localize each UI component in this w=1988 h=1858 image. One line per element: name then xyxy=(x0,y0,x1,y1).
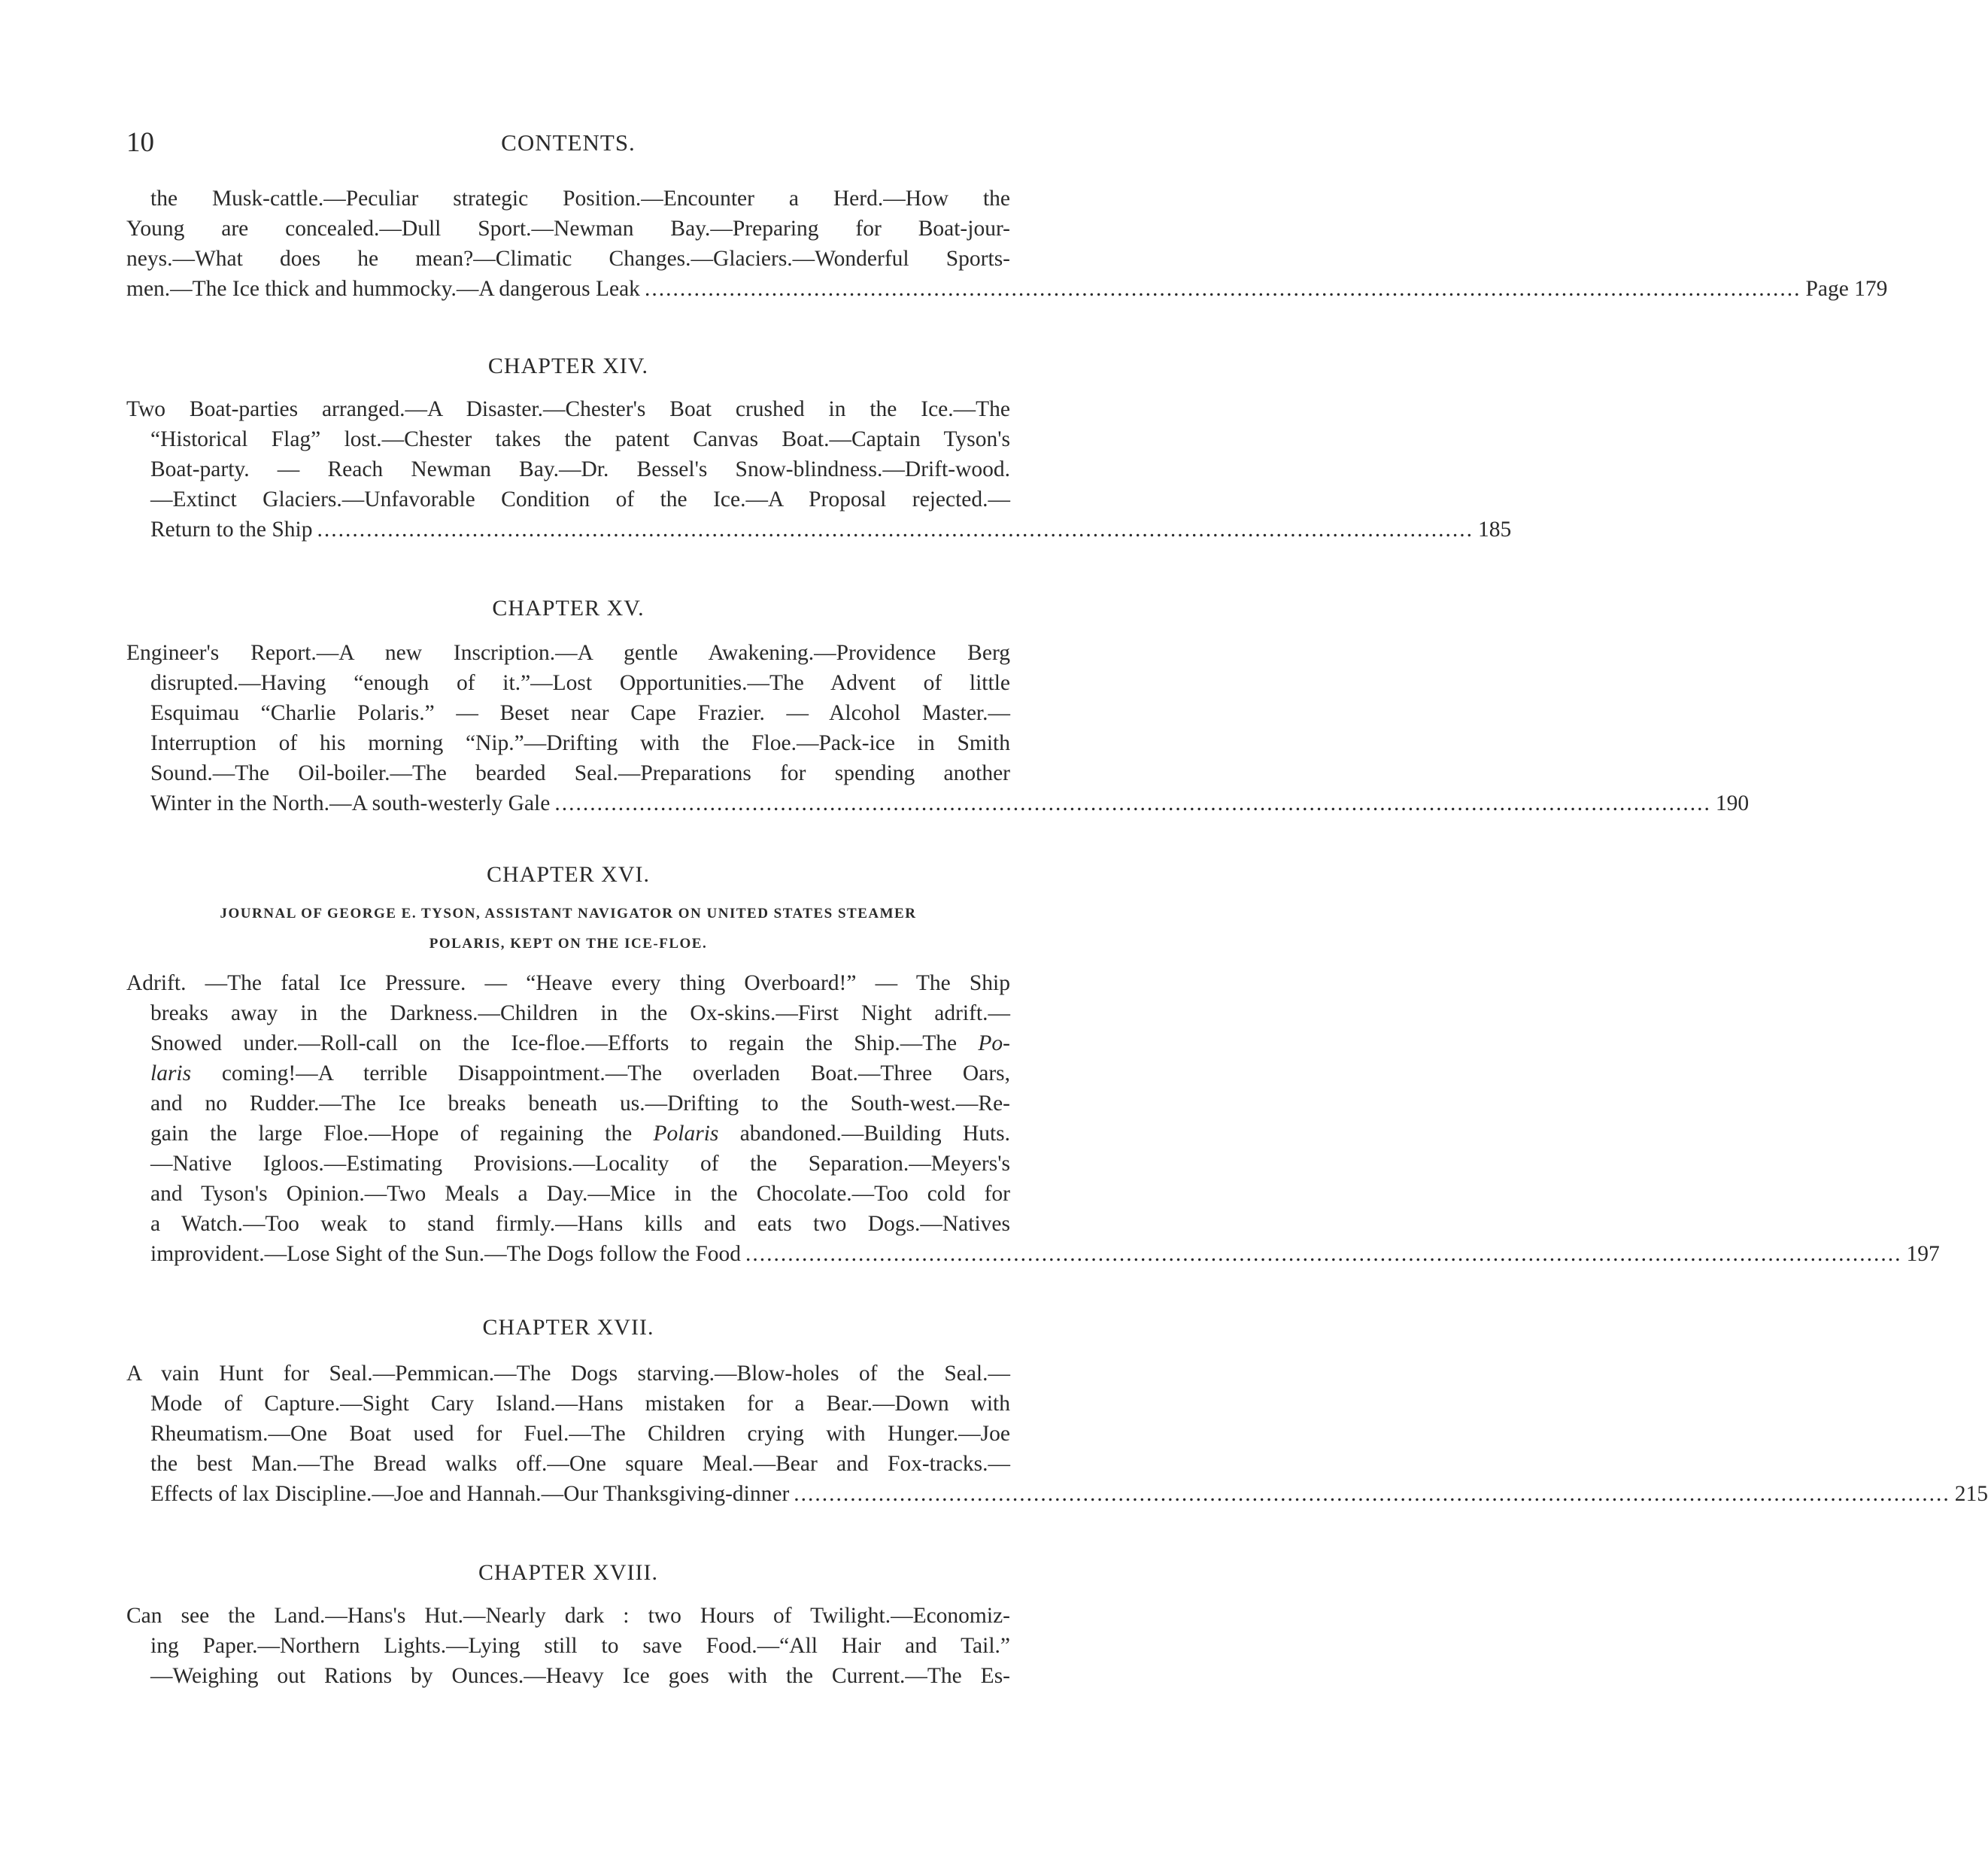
chapter-heading: CHAPTER XVI. xyxy=(486,862,650,887)
entry-line: the best Man.—The Bread walks off.—One square Meal.—Bear and Fox-tracks.— xyxy=(150,1452,1010,1476)
italic-text: Po- xyxy=(978,1031,1010,1055)
entry-text: Snowed under.—Roll-call on the Ice-floe.—Efforts to regain the Ship.—The xyxy=(150,1031,958,1055)
entry-line: —Native Igloos.—Estimating Provisions.—Locality of the Separation.—Meyers's xyxy=(150,1152,1010,1176)
entry-line: “Historical Flag” lost.—Chester takes the patent Canvas Boat.—Captain Tyson's xyxy=(150,427,1010,451)
entry-text: gain the large Floe.—Hope of regaining the xyxy=(150,1122,633,1146)
leader-dots: .................................................................................................................................................................... xyxy=(644,277,1801,301)
entry-line: disrupted.—Having “enough of it.”—Lost Opportunities.—The Advent of little xyxy=(150,671,1010,695)
chapter-heading: CHAPTER XVIII. xyxy=(478,1560,658,1585)
entry-line: A vain Hunt for Seal.—Pemmican.—The Dogs starving.—Blow-holes of the Seal.— xyxy=(126,1362,1010,1386)
page-reference: 190 xyxy=(1715,791,1750,815)
chapter-subtitle xyxy=(126,899,1010,959)
entry-line: ing Paper.—Northern Lights.—Lying still to save Food.—“All Hair and Tail.” xyxy=(150,1634,1010,1658)
leader-dots: .................................................................................................................................................................... xyxy=(794,1482,1950,1506)
chapter-heading: CHAPTER XVII. xyxy=(482,1315,654,1340)
page-number: 10 xyxy=(126,127,154,158)
chapter-entry xyxy=(126,1601,1010,1691)
entry-text: men.—The Ice thick and hummocky.—A dangerous Leak xyxy=(126,277,640,301)
running-title: CONTENTS. xyxy=(501,129,636,156)
leader-dots: .................................................................................................................................................................... xyxy=(745,1242,1902,1266)
chapter-entry xyxy=(126,1359,1988,1509)
entry-text: improvident.—Lose Sight of the Sun.—The Dogs follow the Food xyxy=(150,1242,741,1266)
entry-line: Engineer's Report.—A new Inscription.—A gentle Awakening.—Providence Berg xyxy=(126,641,1010,665)
chapter-entry xyxy=(126,394,1512,545)
entry-line: —Extinct Glaciers.—Unfavorable Condition of the Ice.—A Proposal rejected.— xyxy=(150,487,1010,512)
entry-text: Winter in the North.—A south-westerly Gale xyxy=(150,791,551,815)
entry-line: Can see the Land.—Hans's Hut.—Nearly dark : two Hours of Twilight.—Economiz- xyxy=(126,1604,1010,1628)
chapter-heading: CHAPTER XIV. xyxy=(487,354,649,378)
entry-line xyxy=(126,1119,1010,1149)
entry-line: the Musk-cattle.—Peculiar strategic Position.—Encounter a Herd.—How the xyxy=(150,187,1010,211)
entry-line: Rheumatism.—One Boat used for Fuel.—The Children crying with Hunger.—Joe xyxy=(150,1422,1010,1446)
entry-last-line xyxy=(126,274,1888,304)
page-reference: Page 179 xyxy=(1805,277,1888,301)
entry-line: neys.—What does he mean?—Climatic Changes.—Glaciers.—Wonderful Sports- xyxy=(126,247,1010,271)
entry-last-line xyxy=(126,1239,1940,1269)
leader-dots: .................................................................................................................................................................... xyxy=(554,791,1711,815)
entry-text: Return to the Ship xyxy=(150,518,313,542)
entry-line: breaks away in the Darkness.—Children in the Ox-skins.—First Night adrift.— xyxy=(150,1001,1010,1025)
subtitle-line: POLARIS, KEPT ON THE ICE-FLOE. xyxy=(429,936,708,952)
entry-line: Sound.—The Oil-boiler.—The bearded Seal.—Preparations for spending another xyxy=(150,761,1010,785)
entry-line xyxy=(126,1058,1010,1088)
leader-dots: .................................................................................................................................................................... xyxy=(317,518,1474,542)
entry-line: Esquimau “Charlie Polaris.” — Beset near Cape Frazier. — Alcohol Master.— xyxy=(150,701,1010,725)
chapter-entry xyxy=(126,968,1940,1269)
entry-line: Adrift. —The fatal Ice Pressure. — “Heave every thing Overboard!” — The Ship xyxy=(126,971,1010,995)
italic-text: Polaris xyxy=(653,1122,719,1146)
page-reference: 185 xyxy=(1478,518,1512,542)
italic-text: laris xyxy=(150,1061,192,1085)
entry-line: Boat-party. — Reach Newman Bay.—Dr. Bessel's Snow-blindness.—Drift-wood. xyxy=(150,457,1010,481)
entry-line: —Weighing out Rations by Ounces.—Heavy Ice goes with the Current.—The Es- xyxy=(150,1664,1010,1688)
chapter-entry xyxy=(126,638,1750,818)
chapter-heading: CHAPTER XV. xyxy=(492,596,645,621)
entry-line: a Watch.—Too weak to stand firmly.—Hans kills and eats two Dogs.—Natives xyxy=(150,1212,1010,1236)
entry-line: Mode of Capture.—Sight Cary Island.—Hans mistaken for a Bear.—Down with xyxy=(150,1392,1010,1416)
entry-line: and no Rudder.—The Ice breaks beneath us.—Drifting to the South-west.—Re- xyxy=(150,1091,1010,1116)
entry-text: coming!—A terrible Disappointment.—The overladen Boat.—Three Oars, xyxy=(221,1061,1010,1085)
entry-line xyxy=(126,1028,1010,1058)
entry-line: Young are concealed.—Dull Sport.—Newman Bay.—Preparing for Boat-jour- xyxy=(126,217,1010,241)
subtitle-line: JOURNAL OF GEORGE E. TYSON, ASSISTANT NAVIGATOR ON UNITED STATES STEAMER xyxy=(220,906,917,921)
running-head xyxy=(126,126,1010,159)
page-reference: 215 xyxy=(1954,1482,1988,1506)
entry-last-line xyxy=(126,515,1512,545)
entry-text: Effects of lax Discipline.—Joe and Hannah.—Our Thanksgiving-dinner xyxy=(150,1482,790,1506)
entry-line: and Tyson's Opinion.—Two Meals a Day.—Mice in the Chocolate.—Too cold for xyxy=(150,1182,1010,1206)
entry-last-line xyxy=(126,788,1750,818)
continuation-entry xyxy=(126,184,1888,304)
entry-last-line xyxy=(126,1479,1988,1509)
page-reference: 197 xyxy=(1906,1242,1940,1266)
entry-line: Two Boat-parties arranged.—A Disaster.—Chester's Boat crushed in the Ice.—The xyxy=(126,397,1010,421)
entry-text: abandoned.—Building Huts. xyxy=(739,1122,1011,1146)
entry-line: Interruption of his morning “Nip.”—Drifting with the Floe.—Pack-ice in Smith xyxy=(150,731,1010,755)
